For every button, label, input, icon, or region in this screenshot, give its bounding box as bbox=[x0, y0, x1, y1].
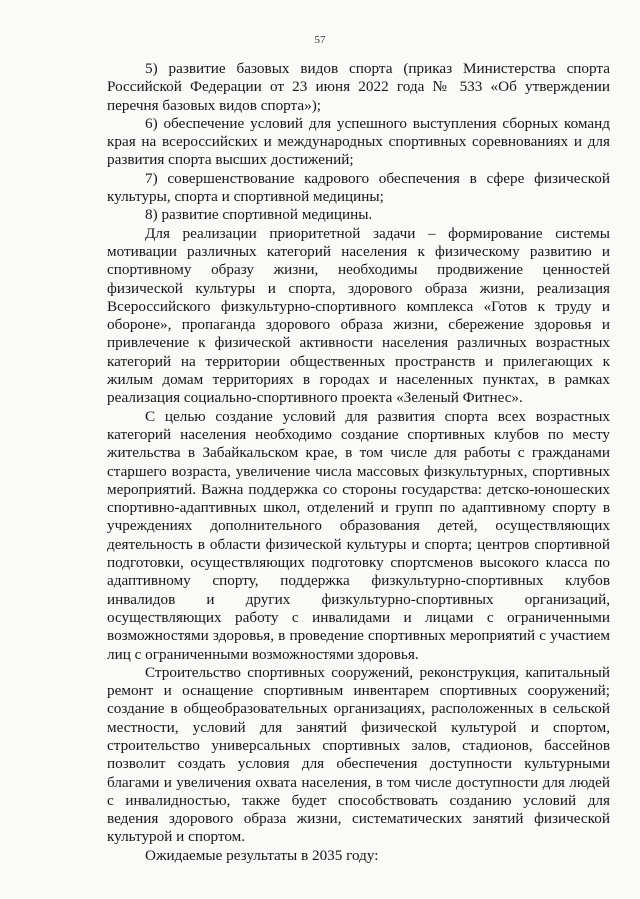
paragraph-item-5: 5) развитие базовых видов спорта (приказ Министерства спорта Российской Федерации от 23 июня 2022 года № 533 «Об утверждении перечня базовых видов спорта»); bbox=[107, 60, 610, 114]
paragraph-item-8: 8) развитие спортивной медицины. bbox=[145, 206, 373, 224]
paragraph-expected-results: Ожидаемые результаты в 2035 году: bbox=[145, 846, 379, 864]
paragraph-item-6: 6) обеспечение условий для успешного выступления сборных команд края на всероссийских и международных спортивных соревнованиях и для развития спорта высших достижений; bbox=[107, 114, 610, 169]
paragraph-construction: Строительство спортивных сооружений, реконструкция, капитальный ремонт и оснащение спортивным инвентарем спортивных сооружений; создание в общеобразовательных организациях, расположенных в сельской местности, условий для занятий физической культурой и спортом, строительство универсальных спортивных залов, стадионов, бассейнов позволит создать условия для обеспечения доступности культурными благами и увеличения охвата населения, в том числе доступности для людей с инвалидностью, также будет способствовать созданию условий для ведения здорового образа жизни, систематических занятий физической культурой и спортом. bbox=[107, 663, 610, 846]
page-number: 57 bbox=[314, 34, 326, 46]
paragraph-sport-clubs: С целью создание условий для развития спорта всех возрастных категорий населения необходимо создание спортивных клубов по месту жительства в Забайкальском крае, в том числе для работы с гражданами старшего возраста, увеличение числа массовых физкультурных, спортивных мероприятий. Важна поддержка со стороны государства: детско-юношеских спортивно-адаптивных школ, отделений и групп по адаптивному спорту в учреждениях дополнительного образования детей, осуществляющих деятельность в области физической культуры и спорта; центров спортивной подготовки, осуществляющих подготовку спортсменов высокого класса по адаптивному спорту, поддержка физкультурно-спортивных клубов инвалидов и других физкультурно-спортивных организаций, осуществляющих работу с инвалидами и лицами с ограниченными возможностями здоровья, в проведение спортивных мероприятий с участием лиц с ограниченными возможностями здоровья. bbox=[107, 407, 610, 663]
paragraph-priority-task: Для реализации приоритетной задачи – формирование системы мотивации различных категорий населения к физическому развитию и спортивному образу жизни, необходимы продвижение ценностей физической культуры и спорта, здорового образа жизни, реализация Всероссийского физкультурно-спортивного комплекса «Готов к труду и обороне», пропаганда здорового образа жизни, сбережение здоровья и привлечение к физической активности населения различных возрастных категорий на территории общественных пространств и прилегающих к жилым домам территориях в городах и населенных пунктах, в рамках реализация социально-спортивного проекта «Зеленый Фитнес». bbox=[107, 224, 610, 407]
paragraph-item-7: 7) совершенствование кадрового обеспечения в сфере физической культуры, спорта и спортивной медицины; bbox=[107, 169, 610, 206]
document-body bbox=[107, 60, 610, 865]
